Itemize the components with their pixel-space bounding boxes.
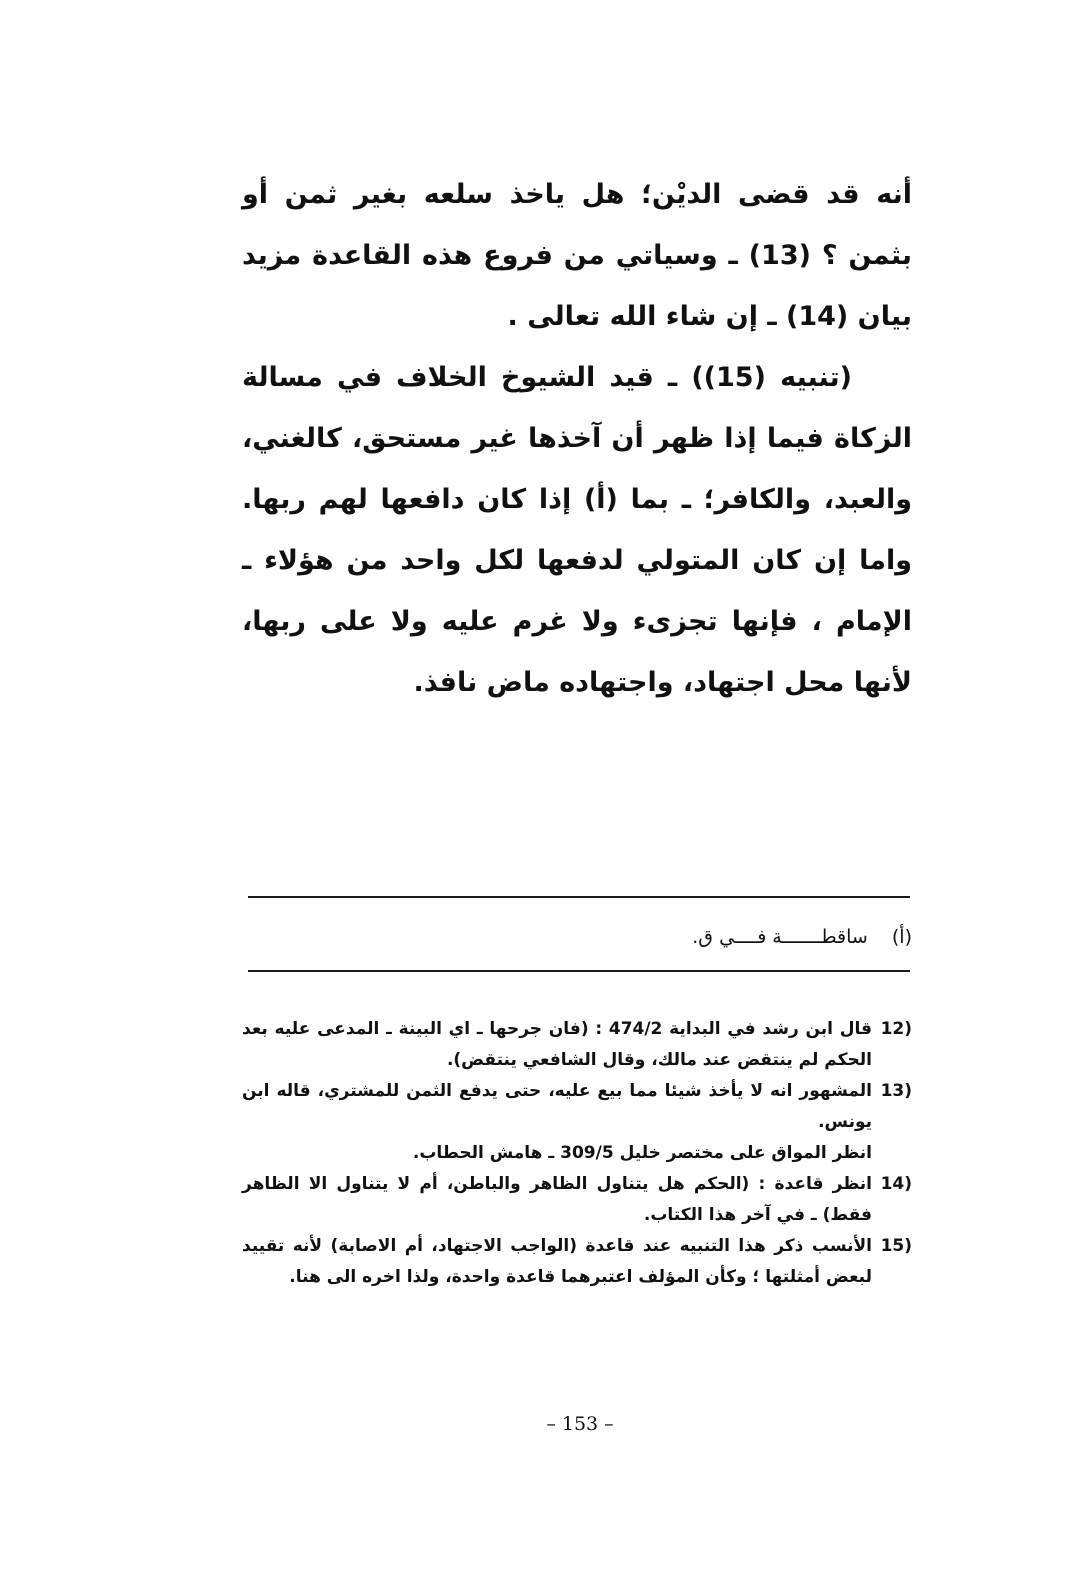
paragraph-2: (تنبيه (15)) ـ قيد الشيوخ الخلاف في مسالة الزكاة فيما إذا ظهر أن آخذها غير مستحق، كالغني، والعبد، والكافر؛ ـ بما (أ) إذا كان دافعها لهم ربها. واما إن كان المتولي لدفعها لكل واحد من هؤلاء ـ الإمام ، فإنها تجزىء ولا غرم عليه ولا على ربها، لأنها محل اجتهاد، واجتهاده ماض نافذ. — [242, 362, 912, 698]
page-number: – 153 – — [546, 1413, 614, 1435]
variant-note — [692, 924, 912, 950]
main-text-block — [242, 164, 912, 713]
footnote-text: المشهور انه لا يأخذ شيئا مما بيع عليه، حتى يدفع الثمن للمشتري، قاله ابن يونس. — [242, 1081, 872, 1132]
variant-note-marker: (أ) — [891, 926, 912, 948]
footnote-text: قال ابن رشد في البداية 474/2 : (فان جرحها ـ اي البينة ـ المدعى عليه بعد الحكم لم ينتقض عند مالك، وقال الشافعي ينتقض). — [242, 1019, 872, 1070]
footnote-12 — [242, 1014, 912, 1076]
footnote-13 — [242, 1076, 912, 1169]
footnote-number: 12) — [880, 1019, 912, 1039]
footnote-text: انظر قاعدة : (الحكم هل يتناول الظاهر والباطن، أم لا يتناول الا الظاهر فقط) ـ في آخر هذا الكتاب. — [242, 1174, 872, 1225]
footnote-reference: انظر المواق على مختصر خليل 309/5 ـ هامش الحطاب. — [412, 1143, 872, 1163]
paragraph-1: أنه قد قضى الديْن؛ هل ياخذ سلعه بغير ثمن أو بثمن ؟ (13) ـ وسياتي من فروع هذه القاعدة مزيد بيان (14) ـ إن شاء الله تعالى . — [242, 179, 912, 332]
footnote-number: 13) — [880, 1081, 912, 1101]
footnote-14 — [242, 1169, 912, 1231]
footnote-number: 15) — [880, 1236, 912, 1256]
footnote-divider-bottom — [248, 970, 910, 972]
footnote-divider-top — [248, 896, 910, 898]
footnote-text: الأنسب ذكر هذا التنبيه عند قاعدة (الواجب الاجتهاد، أم الاصابة) لأنه تقييد لبعض أمثلتها ؛ وكأن المؤلف اعتبرهما قاعدة واحدة، ولذا اخره الى هنا. — [242, 1236, 872, 1287]
footnote-number: 14) — [880, 1174, 912, 1194]
variant-note-text: ساقطـــــــة فــــي ق. — [692, 926, 868, 948]
footnote-15 — [242, 1231, 912, 1293]
footnotes-list — [242, 1014, 912, 1293]
